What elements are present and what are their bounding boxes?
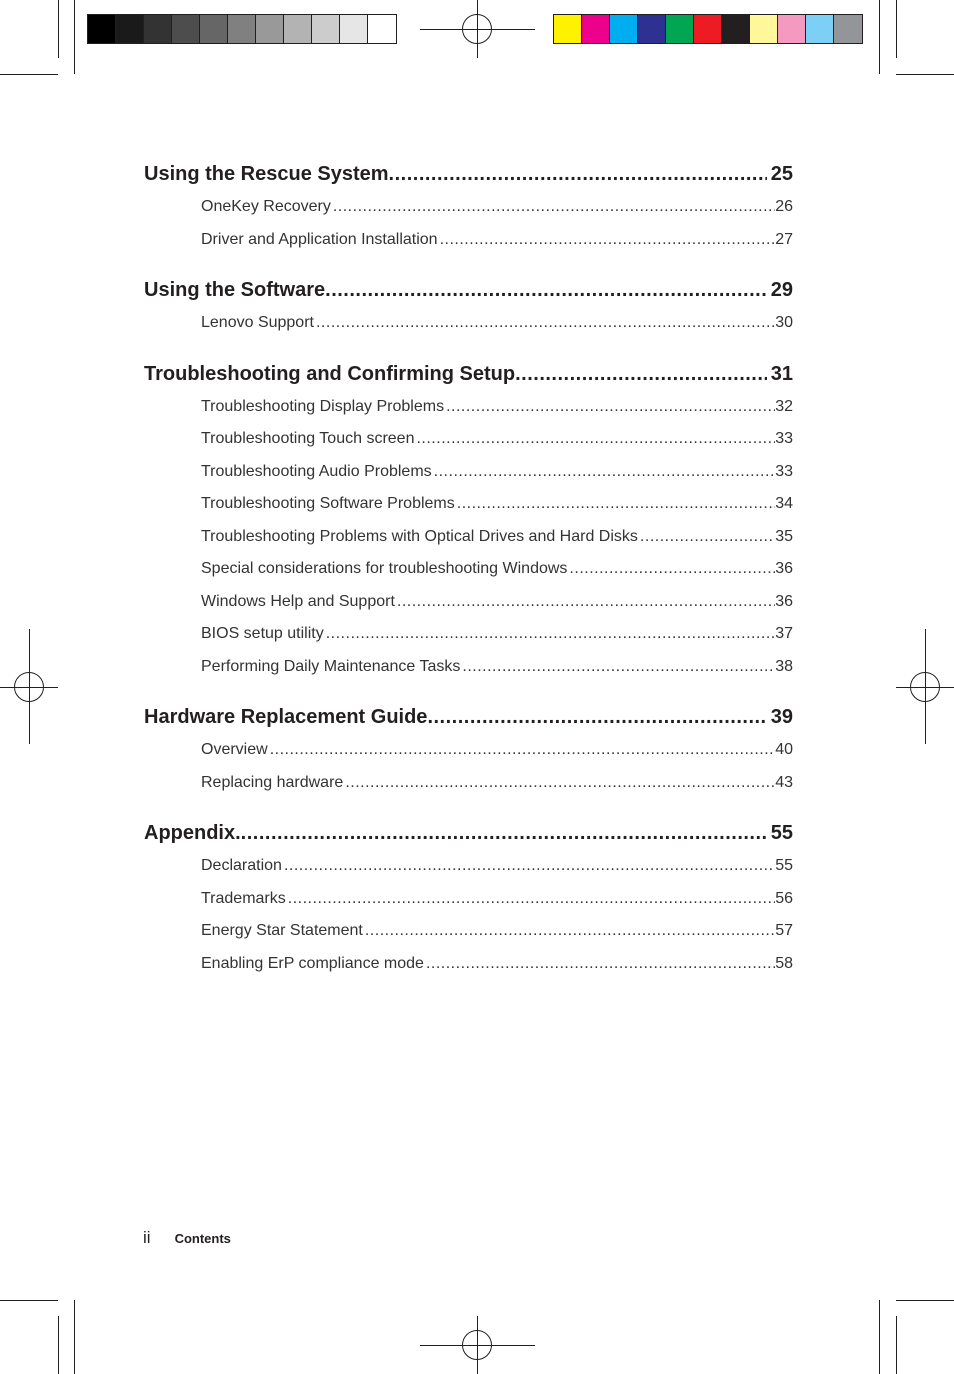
crop-mark (879, 0, 880, 74)
color-swatch (722, 15, 750, 43)
toc-chapter-entry-title: Hardware Replacement Guide (144, 706, 428, 728)
color-swatch (834, 15, 862, 43)
toc-chapter (144, 274, 793, 340)
toc-chapter-entry-page-number: 55 (770, 822, 793, 844)
crop-mark (74, 1300, 75, 1374)
toc-section-entry[interactable] (144, 948, 793, 981)
toc-section-entry-title: Troubleshooting Display Problems (201, 397, 445, 415)
crop-mark (58, 1316, 59, 1374)
toc-section-entry[interactable] (144, 488, 793, 521)
toc-chapter (144, 158, 793, 256)
color-swatch (116, 15, 144, 43)
dot-leader (325, 274, 767, 306)
color-swatch (256, 15, 284, 43)
toc-section-entry[interactable] (144, 553, 793, 586)
toc-section-entry[interactable] (144, 767, 793, 800)
color-swatch (554, 15, 582, 43)
dot-leader (389, 158, 767, 190)
crop-mark (74, 0, 75, 74)
toc-chapter-entry[interactable] (144, 158, 793, 190)
toc-section-entry-title: Troubleshooting Touch screen (201, 430, 415, 447)
toc-section-entry-page-number: 55 (775, 857, 793, 874)
toc-section-entry-title: Declaration (201, 857, 282, 874)
color-swatch (666, 15, 694, 43)
page-footer (143, 1228, 231, 1248)
dot-leader (416, 423, 775, 456)
toc-section-entry-title: Energy Star Statement (201, 922, 363, 939)
toc-section-entry[interactable] (144, 883, 793, 916)
crop-mark (896, 1316, 897, 1374)
registration-line (477, 1316, 478, 1374)
dot-leader (316, 307, 775, 340)
dot-leader (345, 767, 775, 800)
footer-label: Contents (174, 1231, 231, 1246)
toc-chapter (144, 358, 793, 684)
registration-line (925, 629, 926, 744)
dot-leader (462, 651, 775, 684)
dot-leader (426, 948, 775, 981)
toc-section-entry-title: Lenovo Support (201, 314, 314, 331)
crop-mark (896, 1300, 954, 1301)
dot-leader (326, 618, 775, 651)
toc-chapter-entry[interactable] (144, 274, 793, 306)
process-color-bar (553, 14, 863, 44)
color-swatch (806, 15, 834, 43)
toc-section-entry-title: Windows Help and Support (201, 592, 395, 610)
toc-section-entry-page-number: 36 (775, 592, 793, 610)
color-swatch (172, 15, 200, 43)
toc-section-entry-page-number: 56 (775, 889, 793, 907)
toc-section-entry-page-number: 58 (775, 954, 793, 972)
crop-mark (896, 0, 897, 58)
color-swatch (88, 15, 116, 43)
toc-section-entry-title: Driver and Application Installation (201, 230, 438, 248)
toc-section-entry-page-number: 38 (775, 657, 793, 675)
toc-section-entry[interactable] (144, 456, 793, 489)
toc-section-entry-page-number: 36 (775, 560, 793, 577)
toc-section-entry[interactable] (144, 521, 793, 554)
crop-mark (879, 1300, 880, 1374)
toc-section-entry-page-number: 57 (775, 922, 793, 939)
toc-chapter (144, 817, 793, 980)
color-swatch (694, 15, 722, 43)
toc-section-entry-title: Troubleshooting Software Problems (201, 495, 455, 512)
toc-section-entry-title: Trademarks (201, 889, 286, 907)
toc-chapter-entry-page-number: 39 (770, 706, 793, 728)
toc-section-entry-page-number: 32 (775, 397, 793, 415)
toc-section-entry[interactable] (144, 734, 793, 767)
toc-section-entry-page-number: 30 (775, 314, 793, 331)
dot-leader (427, 701, 766, 733)
dot-leader (270, 734, 776, 767)
toc-chapter-entry-page-number: 31 (770, 362, 793, 385)
crop-mark (58, 0, 59, 58)
toc-section-entry[interactable] (144, 191, 793, 224)
toc-chapter-entry-title: Troubleshooting and Confirming Setup (144, 362, 516, 385)
toc-section-entry[interactable] (144, 307, 793, 340)
crop-mark (896, 74, 954, 75)
toc-chapter (144, 701, 793, 799)
toc-section-entry-page-number: 33 (775, 430, 793, 447)
color-swatch (638, 15, 666, 43)
color-swatch (778, 15, 806, 43)
toc-section-entry[interactable] (144, 224, 793, 257)
toc-chapter-entry-title: Using the Software (144, 279, 326, 301)
dot-leader (434, 456, 776, 489)
registration-line (477, 0, 478, 58)
crop-mark (0, 1300, 58, 1301)
color-swatch (312, 15, 340, 43)
dot-leader (640, 521, 775, 554)
toc-section-entry[interactable] (144, 391, 793, 424)
toc-section-entry-title: Overview (201, 741, 268, 758)
toc-section-entry[interactable] (144, 618, 793, 651)
toc-chapter-entry-title: Appendix. (144, 822, 241, 844)
toc-section-entry[interactable] (144, 850, 793, 883)
toc-section-entry-page-number: 35 (775, 527, 793, 545)
page-number: ii (143, 1228, 151, 1247)
registration-line (29, 629, 30, 744)
toc-chapter-entry[interactable] (144, 358, 793, 390)
color-swatch (750, 15, 778, 43)
toc-chapter-entry[interactable] (144, 817, 793, 849)
toc-section-entry[interactable] (144, 586, 793, 619)
toc-section-entry-title: OneKey Recovery (201, 198, 331, 215)
color-swatch (340, 15, 368, 43)
toc-section-entry-title: BIOS setup utility (201, 625, 324, 642)
dot-leader (397, 586, 775, 619)
dot-leader (284, 850, 775, 883)
toc-chapter-entry[interactable] (144, 701, 793, 733)
dot-leader (446, 391, 775, 424)
dot-leader (241, 817, 767, 849)
toc-chapter-entry-page-number: 29 (770, 279, 793, 301)
toc-section-entry-page-number: 37 (775, 625, 793, 642)
dot-leader (440, 224, 776, 257)
toc-section-entry-page-number: 27 (775, 230, 793, 248)
color-swatch (610, 15, 638, 43)
toc-section-entry-title: Replacing hardware (201, 773, 344, 791)
color-swatch (368, 15, 396, 43)
toc-section-entry-page-number: 40 (775, 741, 793, 758)
grayscale-color-bar (87, 14, 397, 44)
color-swatch (582, 15, 610, 43)
toc-section-entry-title: Troubleshooting Problems with Optical Drives and Hard Disks (201, 527, 638, 545)
dot-leader (457, 488, 775, 521)
dot-leader (288, 883, 775, 916)
color-swatch (284, 15, 312, 43)
table-of-contents (144, 158, 793, 998)
color-swatch (200, 15, 228, 43)
toc-section-entry-page-number: 34 (775, 495, 793, 512)
toc-chapter-entry-title: Using the Rescue System (144, 163, 389, 185)
dot-leader (333, 191, 775, 224)
toc-chapter-entry-page-number: 25 (770, 163, 793, 185)
crop-mark (0, 74, 58, 75)
dot-leader (515, 358, 767, 390)
dot-leader (365, 915, 775, 948)
toc-section-entry-title: Special considerations for troubleshooting Windows (201, 560, 568, 577)
toc-section-entry-page-number: 43 (775, 773, 793, 791)
color-swatch (144, 15, 172, 43)
toc-section-entry[interactable] (144, 651, 793, 684)
dot-leader (569, 553, 775, 586)
toc-section-entry-title: Troubleshooting Audio Problems (201, 462, 432, 480)
toc-section-entry-page-number: 26 (775, 198, 793, 215)
toc-section-entry-title: Enabling ErP compliance mode (201, 954, 424, 972)
toc-section-entry-page-number: 33 (775, 462, 793, 480)
color-swatch (228, 15, 256, 43)
toc-section-entry[interactable] (144, 423, 793, 456)
toc-section-entry[interactable] (144, 915, 793, 948)
toc-section-entry-title: Performing Daily Maintenance Tasks (201, 657, 461, 675)
